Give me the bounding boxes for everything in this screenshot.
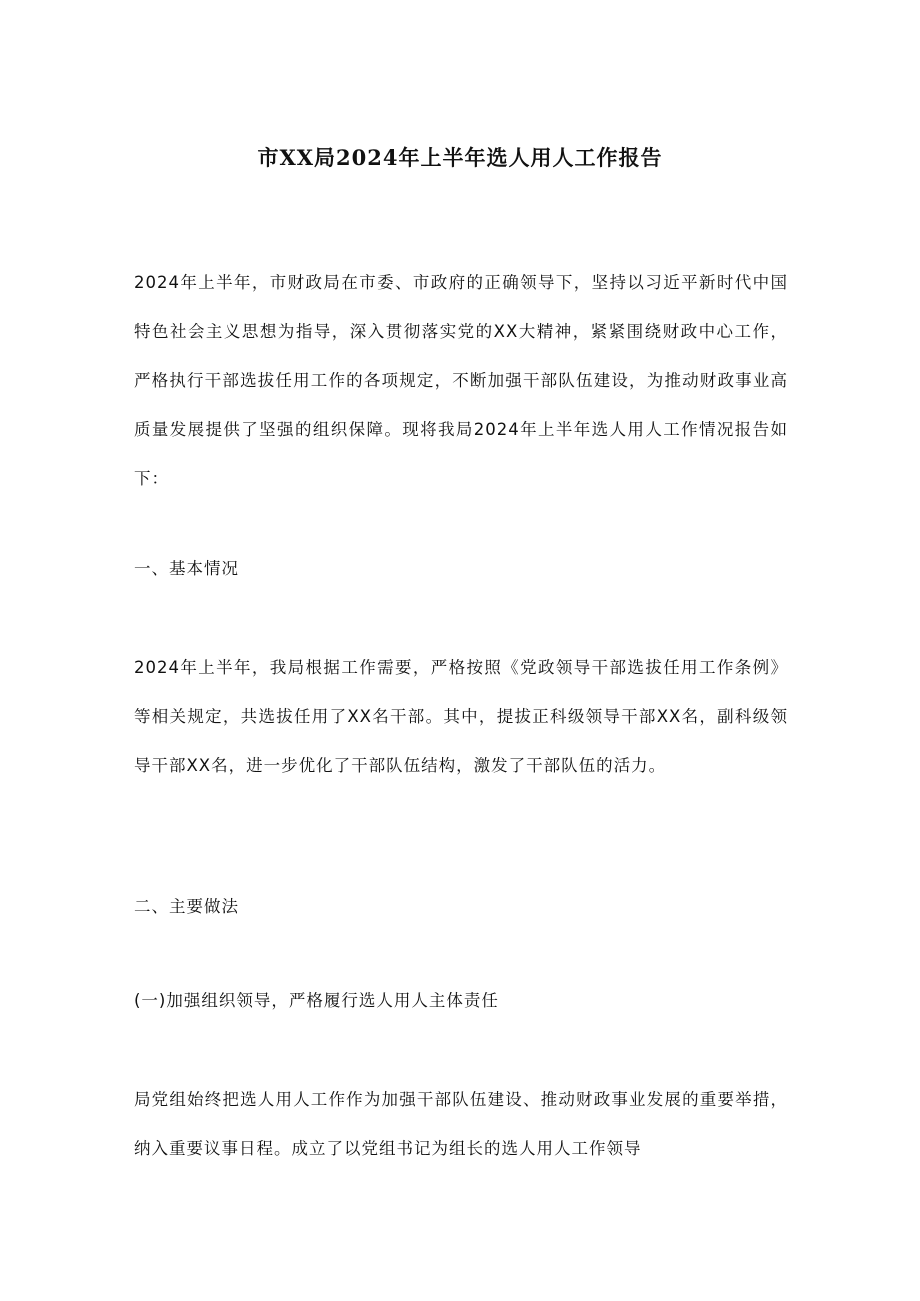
section-heading-basic-situation: 一、基本情况 xyxy=(134,559,239,578)
subsection-heading-organization-leadership: (一)加强组织领导，严格履行选人用人主体责任 xyxy=(134,991,499,1010)
intro-paragraph: 2024年上半年，市财政局在市委、市政府的正确领导下，坚持以习近平新时代中国特色社会主义思想为指导，深入贯彻落实党的XX大精神，紧紧围绕财政中心工作，严格执行干部选拔任用工作的各项规定，不断加强干部队伍建设，为推动财政事业高质量发展提供了坚强的组织保障。现将我局2024年上半年选人用人工作情况报告如下： xyxy=(134,273,788,488)
document-title: 市XX局2024年上半年选人用人工作报告 xyxy=(257,145,663,170)
organization-leadership-paragraph: 局党组始终把选人用人工作作为加强干部队伍建设、推动财政事业发展的重要举措，纳入重要议事日程。成立了以党组书记为组长的选人用人工作领导 xyxy=(134,1090,788,1158)
section-heading-main-practices: 二、主要做法 xyxy=(134,897,239,916)
basic-situation-paragraph: 2024年上半年，我局根据工作需要，严格按照《党政领导干部选拔任用工作条例》等相关规定，共选拔任用了XX名干部。其中，提拔正科级领导干部XX名，副科级领导干部XX名，进一步优化了干部队伍结构，激发了干部队伍的活力。 xyxy=(134,658,788,775)
